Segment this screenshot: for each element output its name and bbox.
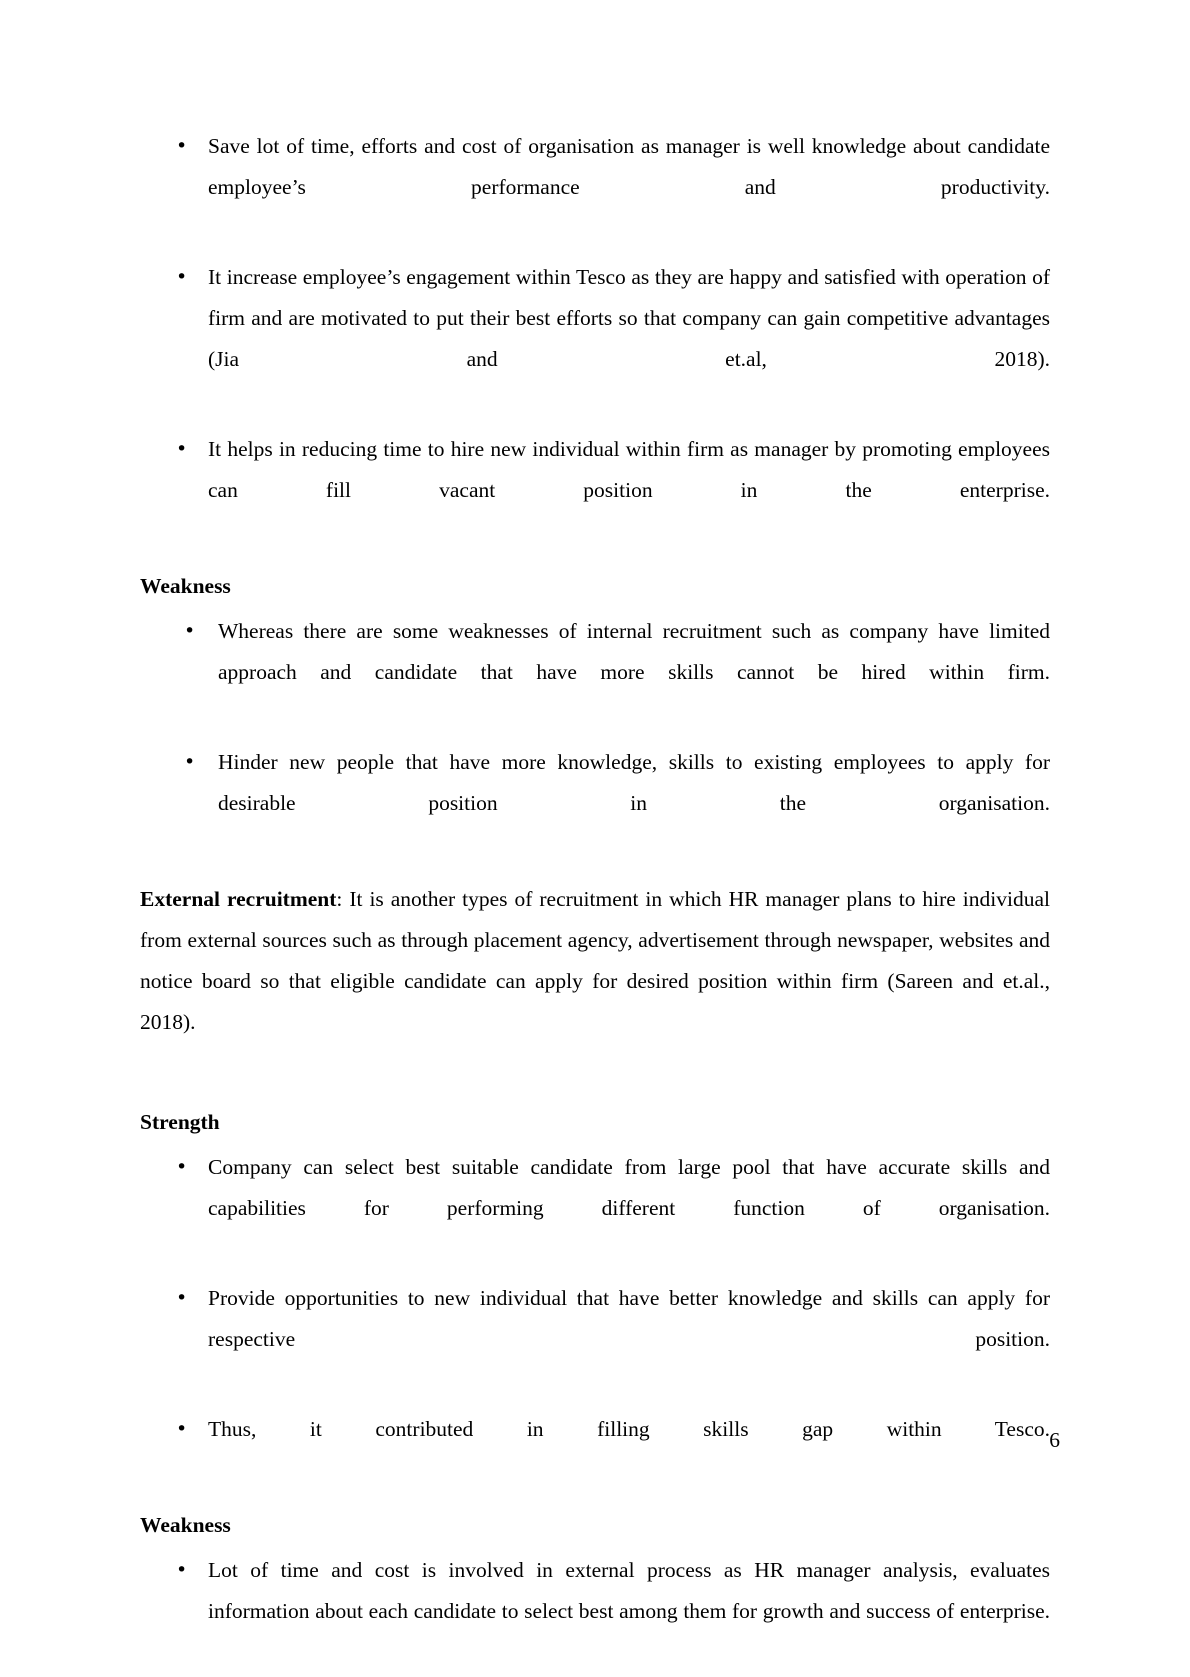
list-item xyxy=(140,429,1050,552)
list-item xyxy=(140,742,1050,865)
list-item-text: Thus, it contributed in filling skills gap within Tesco. xyxy=(208,1417,1050,1441)
list-item xyxy=(140,1147,1050,1270)
external-strength-bullet-list xyxy=(140,1147,1050,1491)
list-item xyxy=(140,1409,1050,1491)
bullet-icon: • xyxy=(176,438,188,460)
internal-weakness-bullet-list xyxy=(140,611,1050,865)
bullet-icon: • xyxy=(176,266,188,288)
spacer xyxy=(140,869,1050,879)
spacer xyxy=(140,1495,1050,1505)
section-heading-external-strength: Strength xyxy=(140,1110,220,1134)
internal-strength-bullet-list xyxy=(140,126,1050,552)
section-heading-internal-weakness: Weakness xyxy=(140,574,231,598)
bullet-icon: • xyxy=(176,135,188,157)
spacer xyxy=(140,1092,1050,1102)
external-weakness-bullet-list xyxy=(140,1550,1050,1673)
list-item xyxy=(140,611,1050,734)
list-item-text: Whereas there are some weaknesses of internal recruitment such as company have limited approach and candidate that have more skills cannot be hired within firm. xyxy=(218,619,1050,684)
list-item xyxy=(140,1550,1050,1673)
page-content xyxy=(140,126,1050,1677)
list-item xyxy=(140,1278,1050,1401)
list-item-text: It helps in reducing time to hire new individual within firm as manager by promoting employees can fill vacant position in the enterprise. xyxy=(208,437,1050,502)
paragraph-external-recruitment xyxy=(140,879,1050,1084)
bullet-icon: • xyxy=(176,1559,188,1581)
spacer xyxy=(140,556,1050,566)
list-item-text: Lot of time and cost is involved in external process as HR manager analysis, evaluates information about each candidate to select best among them for growth and success of enterprise. xyxy=(208,1558,1050,1623)
bullet-icon: • xyxy=(184,751,196,773)
bullet-icon: • xyxy=(176,1418,188,1440)
bullet-icon: • xyxy=(176,1156,188,1178)
list-item xyxy=(140,257,1050,421)
page-number: 6 xyxy=(1049,1428,1060,1452)
list-item-text: Company can select best suitable candidate from large pool that have accurate skills and capabilities for performing different function of organisation. xyxy=(208,1155,1050,1220)
list-item xyxy=(140,126,1050,249)
list-item-text: Provide opportunities to new individual that have better knowledge and skills can apply for respective position. xyxy=(208,1286,1050,1351)
bullet-icon: • xyxy=(184,620,196,642)
paragraph-lead-label: External recruitment xyxy=(140,887,337,911)
bullet-icon: • xyxy=(176,1287,188,1309)
list-item-text: It increase employee’s engagement within Tesco as they are happy and satisfied with operation of firm and are motivated to put their best efforts so that company can gain competitive advantages (Jia and et.al, 2018). xyxy=(208,265,1050,371)
list-item-text: Hinder new people that have more knowledge, skills to existing employees to apply for desirable position in the organisation. xyxy=(218,750,1050,815)
list-item-text: Save lot of time, efforts and cost of organisation as manager is well knowledge about candidate employee’s performance and productivity. xyxy=(208,134,1050,199)
paragraph-body-text: : It is another types of recruitment in which HR manager plans to hire individual from external sources such as through placement agency, advertisement through newspaper, websites and notice board so that eligible candidate can apply for desired position within firm (Sareen and et.al., 2018). xyxy=(140,887,1050,1034)
section-heading-external-weakness: Weakness xyxy=(140,1513,231,1537)
